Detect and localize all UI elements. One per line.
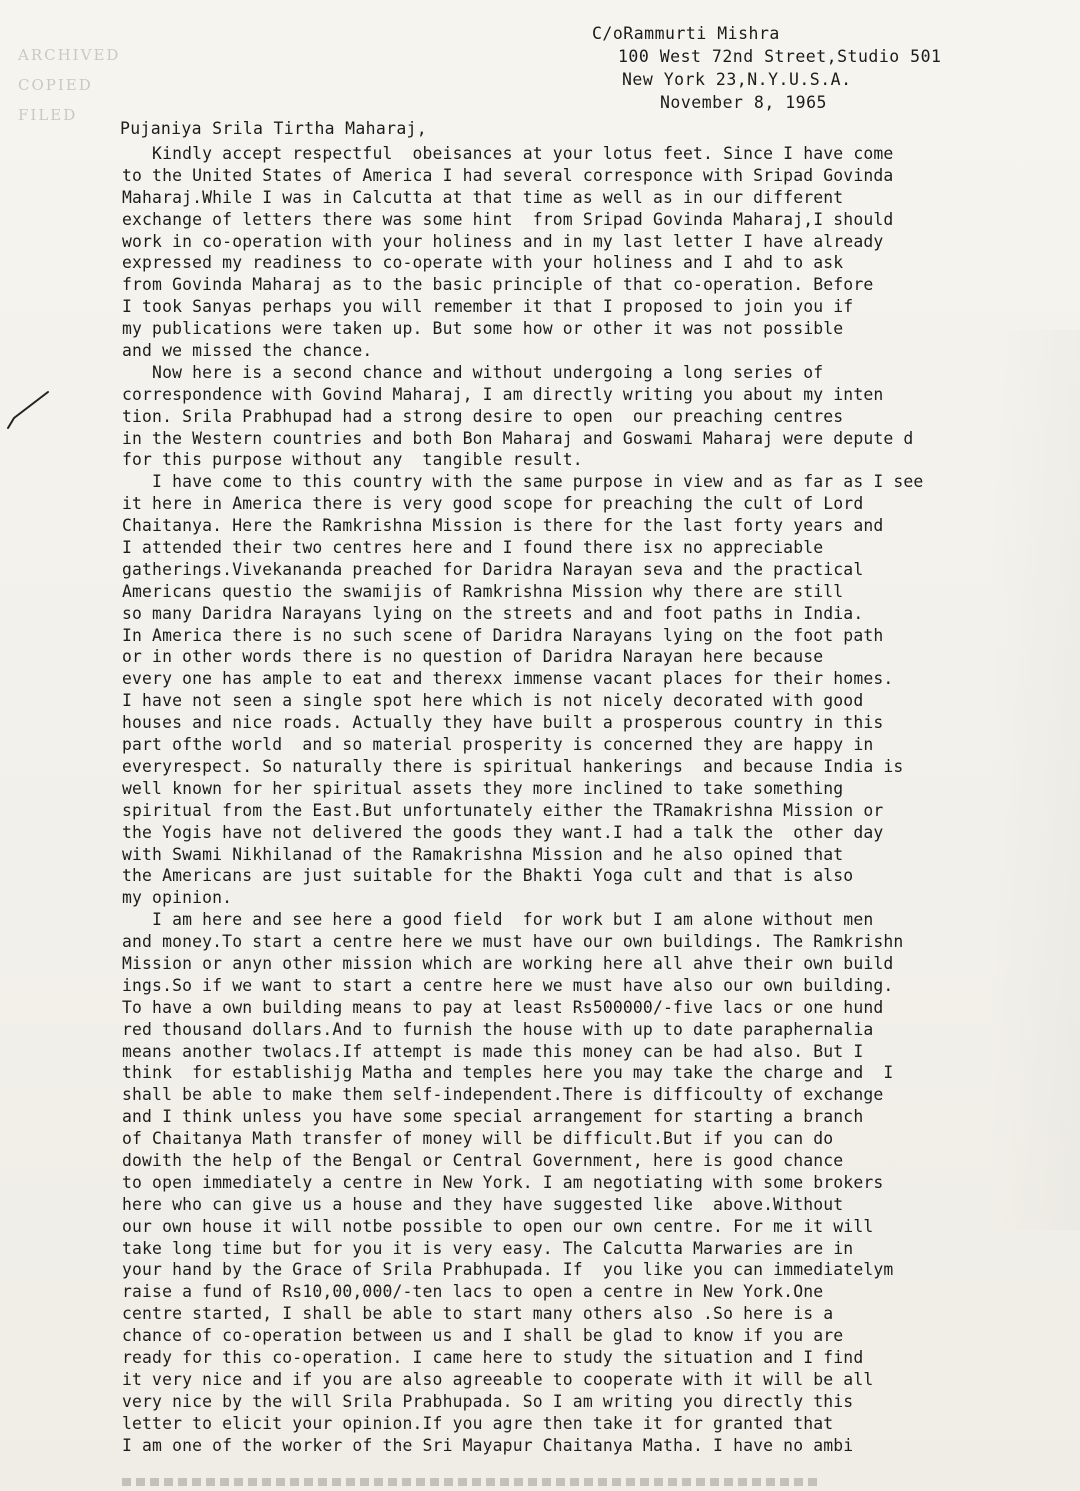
letter-body	[122, 143, 1062, 1456]
body-line: dowith the help of the Bengal or Central Government, here is good chance	[122, 1150, 844, 1170]
body-line: think for establishijg Matha and temples here you may take the charge and I	[122, 1063, 894, 1083]
stamp-line: FILED	[18, 106, 78, 124]
body-line: and I think unless you have some special arrangement for starting a branch	[122, 1107, 864, 1127]
address-care-of: C/oRammurti Mishra	[592, 24, 780, 43]
body-line: in the Western countries and both Bon Maharaj and Goswami Maharaj were depute d	[122, 428, 914, 448]
body-line: your hand by the Grace of Srila Prabhupada. If you like you can immediatelym	[122, 1260, 894, 1280]
body-line: I have come to this country with the same purpose in view and as far as I see	[122, 472, 924, 492]
body-line: here who can give us a house and they have suggested like above.Without	[122, 1194, 844, 1214]
body-line: my opinion.	[122, 888, 233, 908]
stamp-line: ARCHIVED	[18, 46, 121, 64]
body-line: means another twolacs.If attempt is made this money can be had also. But I	[122, 1041, 864, 1061]
body-line: I have not seen a single spot here which is not nicely decorated with good	[122, 691, 864, 711]
body-line: or in other words there is no question of Daridra Narayan here because	[122, 647, 824, 667]
sender-address	[592, 22, 941, 114]
body-line: and money.To start a centre here we must have our own buildings. The Ramkrishn	[122, 932, 904, 952]
address-street: 100 West 72nd Street,Studio 501	[618, 47, 942, 66]
archive-stamp	[18, 40, 120, 130]
body-line: part ofthe world and so material prosperity is concerned they are happy in	[122, 735, 874, 755]
body-line: In America there is no such scene of Daridra Narayans lying on the foot path	[122, 625, 884, 645]
body-line: my publications were taken up. But some how or other it was not possible	[122, 319, 844, 339]
body-line: the Americans are just suitable for the Bhakti Yoga cult and that is also	[122, 866, 854, 886]
body-line: Chaitanya. Here the Ramkrishna Mission is there for the last forty years and	[122, 516, 884, 536]
body-line: shall be able to make them self-independent.There is difficoulty of exchange	[122, 1085, 884, 1105]
body-line: red thousand dollars.And to furnish the house with up to date paraphernalia	[122, 1019, 874, 1039]
body-line: from Govinda Maharaj as to the basic principle of that co-operation. Before	[122, 275, 874, 295]
body-line: take long time but for you it is very easy. The Calcutta Marwaries are in	[122, 1238, 854, 1258]
body-line: I am one of the worker of the Sri Mayapur Chaitanya Matha. I have no ambi	[122, 1435, 854, 1455]
body-line: to open immediately a centre in New York. I am negotiating with some brokers	[122, 1172, 884, 1192]
body-line: Americans questio the swamijis of Ramkrishna Mission why there are still	[122, 581, 844, 601]
body-line: I am here and see here a good field for work but I am alone without men	[122, 910, 874, 930]
body-line: it here in America there is very good scope for preaching the cult of Lord	[122, 494, 864, 514]
body-line: ready for this co-operation. I came here to study the situation and I find	[122, 1347, 864, 1367]
body-line: Maharaj.While I was in Calcutta at that time as well as in our different	[122, 187, 844, 207]
body-line: expressed my readiness to co-operate with your holiness and I ahd to ask	[122, 253, 844, 273]
margin-check-mark	[4, 388, 52, 430]
body-line: ings.So if we want to start a centre here we must have also our own building.	[122, 975, 894, 995]
letter-date: November 8, 1965	[660, 93, 827, 112]
body-line: tion. Srila Prabhupad had a strong desire to open our preaching centres	[122, 406, 844, 426]
body-line: I took Sanyas perhaps you will remember it that I proposed to join you if	[122, 297, 854, 317]
body-line: centre started, I shall be able to start many others also .So here is a	[122, 1304, 834, 1324]
body-line: work in co-operation with your holiness and in my last letter I have already	[122, 231, 884, 251]
body-line: of Chaitanya Math transfer of money will be difficult.But if you can do	[122, 1129, 834, 1149]
body-line: it very nice and if you are also agreeable to cooperate with it will be all	[122, 1369, 874, 1389]
body-line: very nice by the will Srila Prabhupada. So I am writing you directly this	[122, 1391, 854, 1411]
stamp-line: COPIED	[18, 76, 93, 94]
body-line: Now here is a second chance and without undergoing a long series of	[122, 362, 824, 382]
body-line: To have a own building means to pay at least Rs500000/-five lacs or one hund	[122, 997, 884, 1017]
body-line: so many Daridra Narayans lying on the streets and and foot paths in India.	[122, 603, 864, 623]
body-line: spiritual from the East.But unfortunately either the TRamakrishna Mission or	[122, 800, 884, 820]
body-line: Mission or anyn other mission which are working here all ahve their own build	[122, 953, 894, 973]
body-line: I attended their two centres here and I found there isx no appreciable	[122, 538, 824, 558]
body-line: the Yogis have not delivered the goods they want.I had a talk the other day	[122, 822, 884, 842]
body-line: exchange of letters there was some hint from Sripad Govinda Maharaj,I should	[122, 209, 894, 229]
cut-off-line-remnant	[122, 1478, 822, 1486]
body-line: for this purpose without any tangible result.	[122, 450, 583, 470]
body-line: our own house it will notbe possible to open our own centre. For me it will	[122, 1216, 874, 1236]
body-line: raise a fund of Rs10,00,000/-ten lacs to open a centre in New York.One	[122, 1282, 824, 1302]
body-line: to the United States of America I had several corresponce with Sripad Govinda	[122, 165, 894, 185]
body-line: well known for her spiritual assets they more inclined to take something	[122, 778, 844, 798]
body-line: with Swami Nikhilanad of the Ramakrishna Mission and he also opined that	[122, 844, 844, 864]
body-line: correspondence with Govind Maharaj, I am directly writing you about my inten	[122, 384, 884, 404]
body-line: and we missed the chance.	[122, 341, 373, 361]
salutation: Pujaniya Srila Tirtha Maharaj,	[120, 119, 428, 138]
body-line: houses and nice roads. Actually they have built a prosperous country in this	[122, 713, 884, 733]
body-line: chance of co-operation between us and I shall be glad to know if you are	[122, 1326, 844, 1346]
address-city: New York 23,N.Y.U.S.A.	[622, 70, 852, 89]
body-line: gatherings.Vivekananda preached for Daridra Narayan seva and the practical	[122, 559, 864, 579]
body-line: letter to elicit your opinion.If you agre then take it for granted that	[122, 1413, 834, 1433]
body-line: everyrespect. So naturally there is spiritual hankerings and because India is	[122, 756, 904, 776]
body-line: Kindly accept respectful obeisances at your lotus feet. Since I have come	[122, 144, 894, 163]
body-line: every one has ample to eat and therexx immense vacant places for their homes.	[122, 669, 894, 689]
